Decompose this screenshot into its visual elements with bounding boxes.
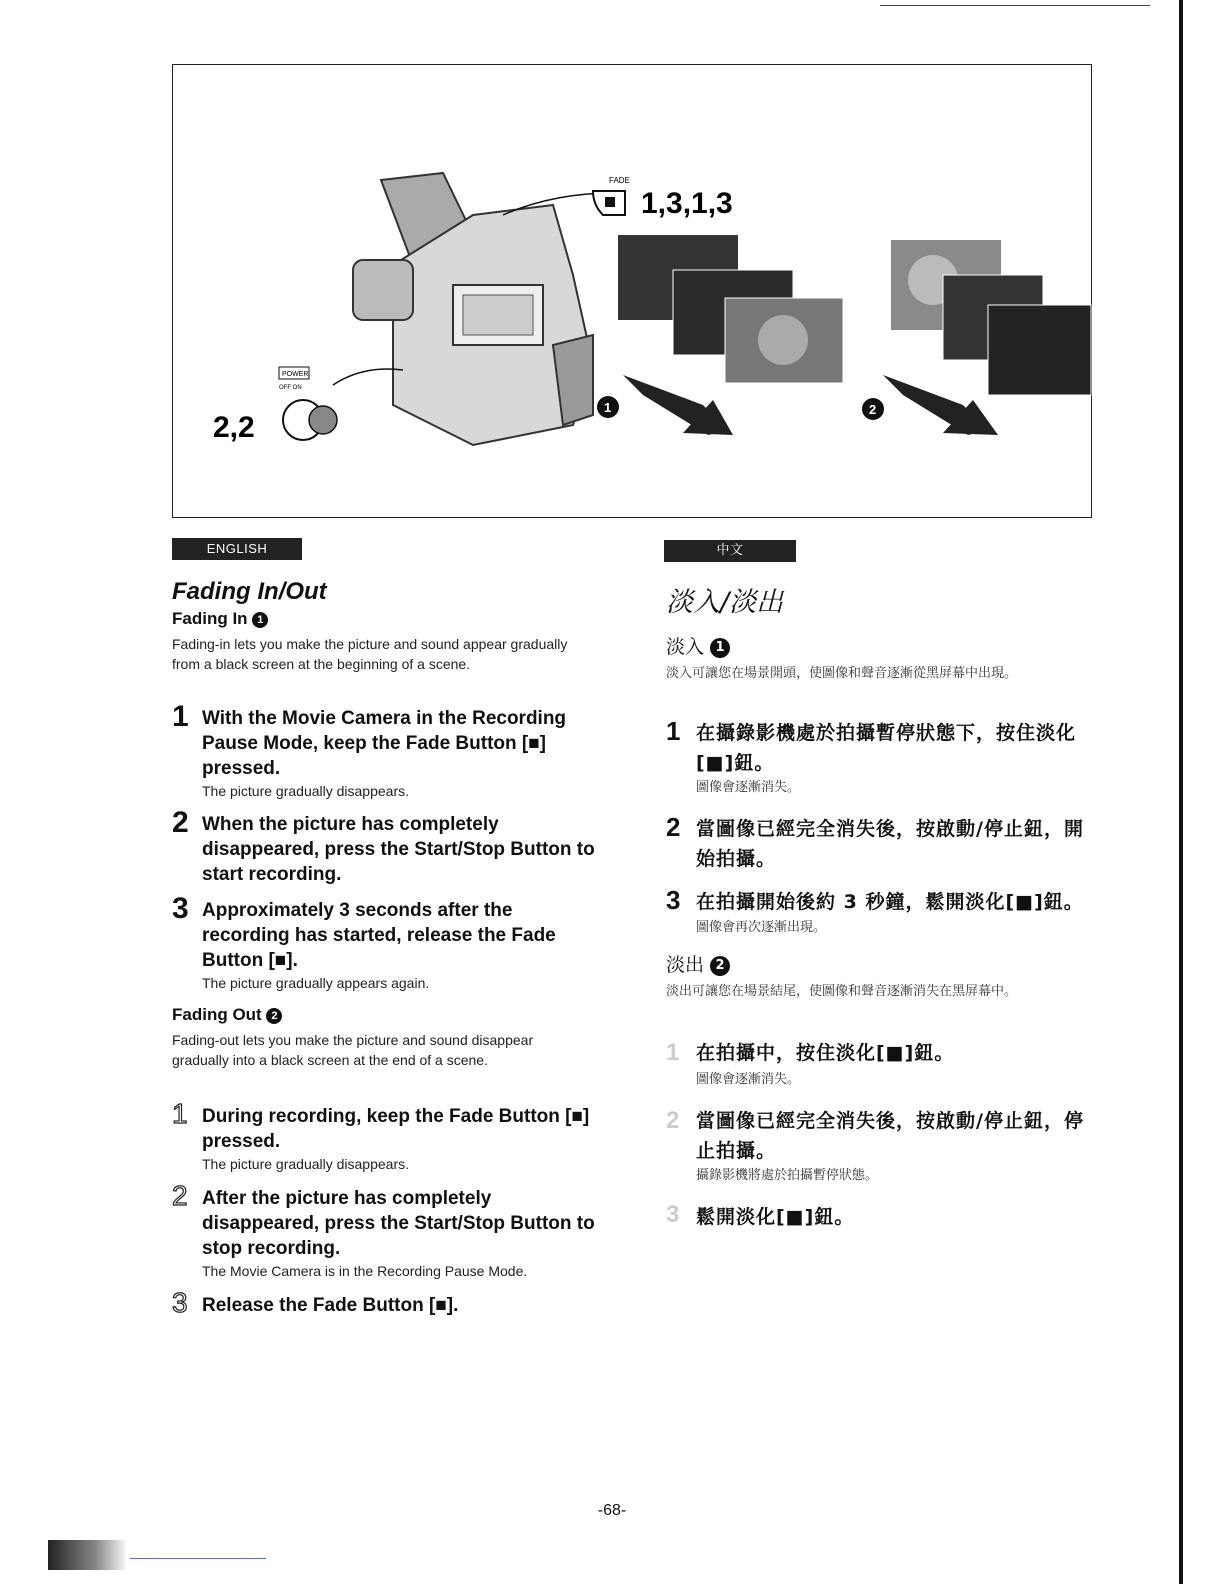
marker-2-icon: 2 (266, 1008, 282, 1024)
marker-1-icon: 1 (710, 638, 730, 658)
zh-fading-out-intro: 淡出可讓您在場景結尾，使圖像和聲音逐漸消失在黑屏幕中。 (666, 984, 1018, 999)
fading-in-heading: Fading In 1 (172, 609, 268, 629)
zh-out-step-2-num: 2 (666, 1107, 680, 1134)
zh-out-step-2-text: 當圖像已經完全消失後，按啟動/停止鈕，停止拍攝。 (696, 1110, 1084, 1162)
en-in-step-2-num: 2 (172, 806, 189, 839)
scan-artifact (48, 1540, 128, 1570)
en-in-step-3-sub: The picture gradually appears again. (202, 975, 430, 991)
fading-out-intro: Fading-out lets you make the picture and sound disappear gradually into a black screen at the end of a scene. (172, 1032, 534, 1068)
fade-label: FADE (609, 176, 630, 185)
zh-fading-in-heading: 淡入 1 (666, 632, 730, 659)
english-tab: ENGLISH (172, 538, 302, 560)
zh-out-step-2-sub: 攝錄影機將處於拍攝暫停狀態。 (696, 1168, 879, 1183)
viewfinder-icon (353, 260, 413, 320)
zh-in-step-1-num: 1 (666, 716, 681, 746)
zh-out-step-1-num: 1 (666, 1039, 680, 1066)
steps-bottom-label: 2,2 (213, 411, 255, 444)
power-sub-label: OFF ON (279, 385, 302, 391)
en-in-step-2-text: When the picture has completely disappeared, press the Start/Stop Button to start recording. (202, 814, 595, 885)
page-number: -68- (597, 1502, 627, 1519)
fading-in-intro: Fading-in lets you make the picture and sound appear gradually from a black screen at the beginning of a scene. (172, 636, 568, 672)
steps-top-label: 1,3,1,3 (641, 187, 733, 220)
zh-in-step-3-num: 3 (666, 885, 681, 915)
en-in-step-1-text: With the Movie Camera in the Recording Pause Mode, keep the Fade Button [■] pressed. (202, 708, 567, 779)
en-out-step-1-text: During recording, keep the Fade Button [■] pressed. (202, 1106, 590, 1152)
page-edge (1179, 0, 1183, 1584)
en-out-step-2-num: 2 (172, 1180, 188, 1211)
en-out-step-3-text: Release the Fade Button [■]. (202, 1295, 459, 1316)
en-in-step-1-sub: The picture gradually disappears. (202, 783, 410, 799)
marker-1-icon: 1 (252, 612, 268, 628)
zh-fading-in-intro: 淡入可讓您在場景開頭，使圖像和聲音逐漸從黑屏幕中出現。 (666, 666, 1018, 681)
zh-out-step-1-sub: 圖像會逐漸消失。 (696, 1072, 801, 1087)
camcorder-illustration (173, 65, 1093, 519)
en-in-step-3-text: Approximately 3 seconds after the recording has started, release the Fade Button [■]. (202, 900, 556, 971)
english-title: Fading In/Out (172, 578, 327, 605)
zh-out-step-1-text: 在拍攝中，按住淡化[■]鈕。 (696, 1042, 955, 1064)
en-out-step-1-sub: The picture gradually disappears. (202, 1156, 410, 1172)
zh-in-step-1-sub: 圖像會逐漸消失。 (696, 780, 801, 795)
svg-text:1: 1 (604, 400, 612, 415)
scan-line (130, 1558, 266, 1559)
chinese-title: 淡入/淡出 (666, 587, 784, 618)
zh-in-step-3-text: 在拍攝開始後約 3 秒鐘，鬆開淡化[■]鈕。 (696, 891, 1084, 913)
zh-in-step-3-sub: 圖像會再次逐漸出現。 (696, 920, 827, 935)
zh-in-step-2-num: 2 (666, 812, 681, 842)
top-rule (880, 5, 1150, 6)
illustration-frame (172, 64, 1092, 518)
zh-in-step-1-text: 在攝錄影機處於拍攝暫停狀態下，按住淡化[■]鈕。 (696, 722, 1077, 774)
zh-out-step-3-text: 鬆開淡化[■]鈕。 (696, 1206, 855, 1228)
zh-out-step-3-num: 3 (666, 1201, 680, 1228)
en-in-step-1-num: 1 (172, 700, 189, 733)
power-label: POWER (282, 371, 309, 378)
en-out-step-2-text: After the picture has completely disappeared, press the Start/Stop Button to stop recording. (202, 1188, 595, 1259)
chinese-tab: 中文 (664, 540, 796, 562)
svg-text:2: 2 (869, 402, 877, 417)
zh-in-step-2-text: 當圖像已經完全消失後，按啟動/停止鈕，開始拍攝。 (696, 818, 1084, 870)
zh-fading-out-heading: 淡出 2 (666, 950, 730, 977)
en-out-step-2-sub: The Movie Camera is in the Recording Pause Mode. (202, 1263, 528, 1279)
en-out-step-1-num: 1 (172, 1098, 188, 1129)
fading-out-heading: Fading Out 2 (172, 1005, 282, 1025)
marker-2-icon: 2 (710, 956, 730, 976)
en-out-step-3-num: 3 (172, 1287, 188, 1318)
en-in-step-3-num: 3 (172, 892, 189, 925)
